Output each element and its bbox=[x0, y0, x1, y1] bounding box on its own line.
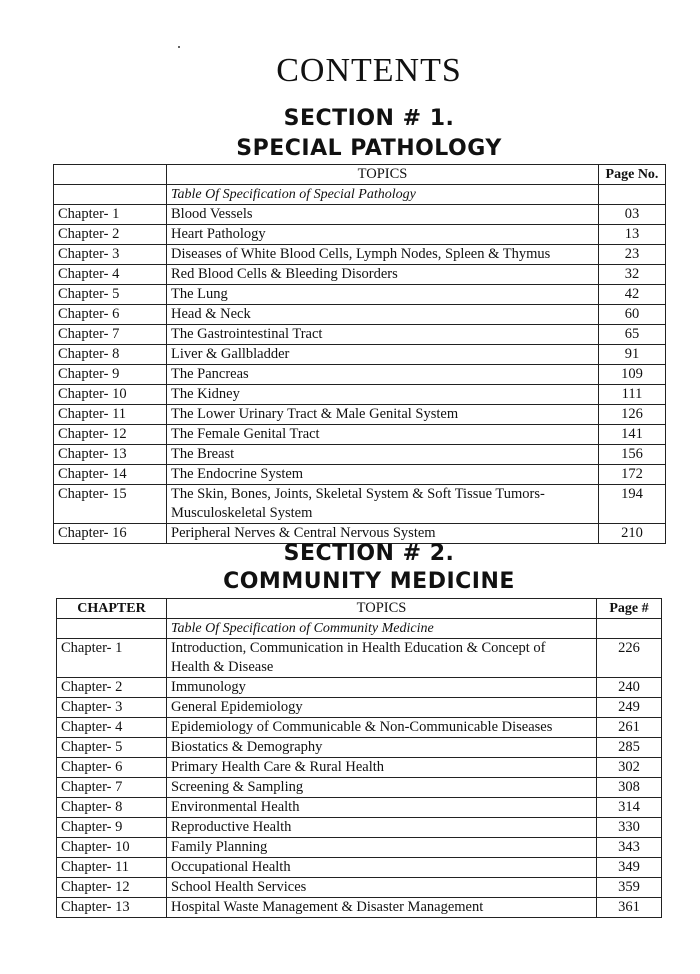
spec-row bbox=[57, 619, 662, 639]
topic-text: The Female Genital Tract bbox=[171, 426, 320, 442]
topic-cell bbox=[167, 738, 597, 758]
topic-text: Peripheral Nerves & Central Nervous System bbox=[171, 525, 436, 541]
page-number-cell: 42 bbox=[599, 285, 666, 305]
topic-text: Epidemiology of Communicable & Non-Communicable Diseases bbox=[171, 719, 553, 735]
table-row bbox=[54, 405, 666, 425]
header-topics: TOPICS bbox=[167, 165, 599, 185]
topic-text: Occupational Health bbox=[171, 859, 291, 875]
header-chapter: CHAPTER bbox=[57, 599, 167, 619]
page-number-cell: 156 bbox=[599, 445, 666, 465]
topic-cell bbox=[167, 758, 597, 778]
page-number-cell: 359 bbox=[597, 878, 662, 898]
table-row bbox=[54, 425, 666, 445]
page-number-cell: 32 bbox=[599, 265, 666, 285]
page-number-cell: 111 bbox=[599, 385, 666, 405]
table-row bbox=[54, 465, 666, 485]
topic-text: The Gastrointestinal Tract bbox=[171, 326, 323, 342]
page-number-cell: 249 bbox=[597, 698, 662, 718]
chapter-cell: Chapter- 3 bbox=[54, 245, 167, 265]
header-chapter bbox=[54, 165, 167, 185]
topic-text: Immunology bbox=[171, 679, 246, 695]
topic-text: Screening & Sampling bbox=[171, 779, 304, 795]
topic-cell bbox=[167, 305, 599, 325]
topic-cell bbox=[167, 798, 597, 818]
topic-text-line2: Musculoskeletal System bbox=[171, 505, 313, 521]
table-row bbox=[54, 365, 666, 385]
topic-text: The Kidney bbox=[171, 386, 240, 402]
topic-cell bbox=[167, 365, 599, 385]
page-title: CONTENTS bbox=[276, 52, 462, 89]
page-number-cell: 91 bbox=[599, 345, 666, 365]
table-row bbox=[54, 305, 666, 325]
chapter-cell: Chapter- 1 bbox=[54, 205, 167, 225]
table-row bbox=[57, 818, 662, 838]
page-number-cell: 109 bbox=[599, 365, 666, 385]
table-row bbox=[54, 325, 666, 345]
chapter-cell: Chapter- 5 bbox=[54, 285, 167, 305]
chapter-cell: Chapter- 3 bbox=[57, 698, 167, 718]
chapter-cell: Chapter- 5 bbox=[57, 738, 167, 758]
table-row bbox=[54, 205, 666, 225]
chapter-cell: Chapter- 11 bbox=[57, 858, 167, 878]
page-number-cell: 172 bbox=[599, 465, 666, 485]
page-number-cell: 141 bbox=[599, 425, 666, 445]
table-header-row bbox=[54, 165, 666, 185]
topic-text: The Endocrine System bbox=[171, 466, 304, 482]
topic-cell bbox=[167, 718, 597, 738]
topic-text: Biostatics & Demography bbox=[171, 739, 323, 755]
topic-text: Hospital Waste Management & Disaster Management bbox=[171, 899, 484, 915]
table-row bbox=[57, 838, 662, 858]
topic-text: Blood Vessels bbox=[171, 206, 253, 222]
chapter-cell: Chapter- 8 bbox=[54, 345, 167, 365]
spec-text: Table Of Specification of Community Medicine bbox=[167, 619, 597, 639]
topic-cell bbox=[167, 639, 597, 678]
header-topics: TOPICS bbox=[167, 599, 597, 619]
chapter-cell: Chapter- 7 bbox=[57, 778, 167, 798]
topic-cell bbox=[167, 205, 599, 225]
topic-text: Head & Neck bbox=[171, 306, 251, 322]
table-row bbox=[57, 738, 662, 758]
section-1-table bbox=[53, 164, 666, 544]
topic-cell bbox=[167, 465, 599, 485]
page-number-cell: 126 bbox=[599, 405, 666, 425]
topic-text: Environmental Health bbox=[171, 799, 300, 815]
page-number-cell: 349 bbox=[597, 858, 662, 878]
page-number-cell: 361 bbox=[597, 898, 662, 918]
topic-cell bbox=[167, 245, 599, 265]
table-row bbox=[57, 639, 662, 678]
chapter-cell: Chapter- 13 bbox=[54, 445, 167, 465]
page-number-cell: 285 bbox=[597, 738, 662, 758]
chapter-cell: Chapter- 4 bbox=[57, 718, 167, 738]
chapter-cell: Chapter- 4 bbox=[54, 265, 167, 285]
topic-text: School Health Services bbox=[171, 879, 307, 895]
chapter-cell: Chapter- 9 bbox=[54, 365, 167, 385]
section-2-subheading: COMMUNITY MEDICINE bbox=[223, 569, 515, 594]
topic-text: Red Blood Cells & Bleeding Disorders bbox=[171, 266, 398, 282]
topic-cell bbox=[167, 858, 597, 878]
table-row bbox=[57, 718, 662, 738]
table-row bbox=[54, 225, 666, 245]
page-number-cell: 65 bbox=[599, 325, 666, 345]
topic-cell bbox=[167, 818, 597, 838]
table-row bbox=[54, 445, 666, 465]
topic-cell bbox=[167, 485, 599, 524]
table-row bbox=[57, 798, 662, 818]
chapter-cell: Chapter- 16 bbox=[54, 524, 167, 544]
chapter-cell: Chapter- 10 bbox=[57, 838, 167, 858]
topic-cell bbox=[167, 285, 599, 305]
topic-text: Reproductive Health bbox=[171, 819, 292, 835]
topic-cell bbox=[167, 345, 599, 365]
spec-text: Table Of Specification of Special Pathology bbox=[167, 185, 599, 205]
chapter-cell: Chapter- 9 bbox=[57, 818, 167, 838]
table-row bbox=[57, 858, 662, 878]
topic-cell bbox=[167, 265, 599, 285]
table-row bbox=[57, 678, 662, 698]
chapter-cell: Chapter- 6 bbox=[57, 758, 167, 778]
table-row bbox=[54, 285, 666, 305]
chapter-cell: Chapter- 12 bbox=[57, 878, 167, 898]
table-row bbox=[54, 385, 666, 405]
chapter-cell: Chapter- 15 bbox=[54, 485, 167, 524]
ink-speck bbox=[178, 46, 180, 48]
topic-text: The Breast bbox=[171, 446, 235, 462]
page-number-cell: 308 bbox=[597, 778, 662, 798]
header-page: Page # bbox=[597, 599, 662, 619]
section-1-heading: SECTION # 1. bbox=[283, 106, 455, 131]
page-number-cell: 194 bbox=[599, 485, 666, 524]
page-number-cell: 240 bbox=[597, 678, 662, 698]
spec-row bbox=[54, 185, 666, 205]
topic-text: The Skin, Bones, Joints, Skeletal System & Soft Tissue Tumors- bbox=[171, 486, 545, 502]
topic-cell bbox=[167, 898, 597, 918]
table-row bbox=[57, 778, 662, 798]
page-number-cell: 23 bbox=[599, 245, 666, 265]
header-page: Page No. bbox=[599, 165, 666, 185]
topic-text: Introduction, Communication in Health Education & Concept of bbox=[171, 640, 546, 656]
chapter-cell: Chapter- 10 bbox=[54, 385, 167, 405]
page-number-cell: 314 bbox=[597, 798, 662, 818]
chapter-cell: Chapter- 6 bbox=[54, 305, 167, 325]
page-number-cell: 343 bbox=[597, 838, 662, 858]
table-row bbox=[57, 898, 662, 918]
section-1-subheading: SPECIAL PATHOLOGY bbox=[236, 136, 502, 161]
page-number-cell: 60 bbox=[599, 305, 666, 325]
page-number-cell: 302 bbox=[597, 758, 662, 778]
page-number-cell: 330 bbox=[597, 818, 662, 838]
topic-cell bbox=[167, 778, 597, 798]
topic-cell bbox=[167, 445, 599, 465]
page-number-cell: 13 bbox=[599, 225, 666, 245]
table-header-row bbox=[57, 599, 662, 619]
table-row bbox=[54, 485, 666, 524]
chapter-cell: Chapter- 7 bbox=[54, 325, 167, 345]
topic-cell bbox=[167, 385, 599, 405]
table-row bbox=[57, 698, 662, 718]
topic-text: Family Planning bbox=[171, 839, 268, 855]
topic-cell bbox=[167, 678, 597, 698]
chapter-cell: Chapter- 14 bbox=[54, 465, 167, 485]
topic-text: The Pancreas bbox=[171, 366, 249, 382]
page-number-cell: 210 bbox=[599, 524, 666, 544]
topic-cell bbox=[167, 838, 597, 858]
topic-cell bbox=[167, 325, 599, 345]
section-2-heading: SECTION # 2. bbox=[283, 541, 455, 566]
chapter-cell: Chapter- 11 bbox=[54, 405, 167, 425]
page-number-cell: 03 bbox=[599, 205, 666, 225]
table-row bbox=[57, 758, 662, 778]
topic-text: The Lower Urinary Tract & Male Genital System bbox=[171, 406, 459, 422]
table-row bbox=[54, 265, 666, 285]
topic-cell bbox=[167, 425, 599, 445]
topic-text: Liver & Gallbladder bbox=[171, 346, 290, 362]
chapter-cell: Chapter- 8 bbox=[57, 798, 167, 818]
chapter-cell: Chapter- 13 bbox=[57, 898, 167, 918]
page-number-cell: 261 bbox=[597, 718, 662, 738]
topic-cell bbox=[167, 698, 597, 718]
topic-text: Diseases of White Blood Cells, Lymph Nodes, Spleen & Thymus bbox=[171, 246, 551, 262]
topic-cell bbox=[167, 878, 597, 898]
section-2-table bbox=[56, 598, 662, 918]
chapter-cell: Chapter- 2 bbox=[54, 225, 167, 245]
chapter-cell: Chapter- 2 bbox=[57, 678, 167, 698]
topic-text: General Epidemiology bbox=[171, 699, 303, 715]
topic-cell bbox=[167, 405, 599, 425]
topic-cell bbox=[167, 225, 599, 245]
topic-text: The Lung bbox=[171, 286, 228, 302]
topic-text: Heart Pathology bbox=[171, 226, 266, 242]
topic-text: Primary Health Care & Rural Health bbox=[171, 759, 385, 775]
table-row bbox=[54, 345, 666, 365]
topic-text-line2: Health & Disease bbox=[171, 659, 274, 675]
page-number-cell: 226 bbox=[597, 639, 662, 678]
table-row bbox=[54, 245, 666, 265]
chapter-cell: Chapter- 12 bbox=[54, 425, 167, 445]
chapter-cell: Chapter- 1 bbox=[57, 639, 167, 678]
table-row bbox=[57, 878, 662, 898]
